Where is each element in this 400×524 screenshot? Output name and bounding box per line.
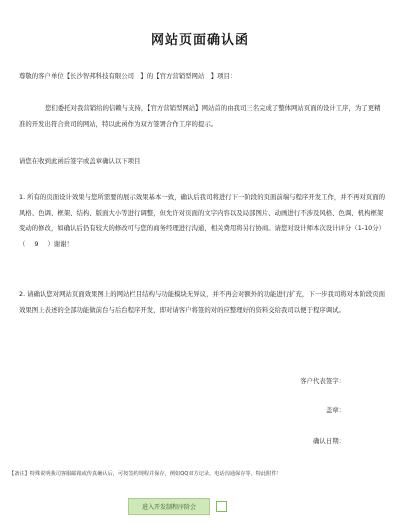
- confirm-date-label: 确认日期：: [313, 437, 345, 445]
- client-signature-label: 客户代表签字：: [300, 377, 345, 385]
- item-1-end: ）谢谢！: [47, 239, 73, 248]
- greeting-line: 尊敬的客户单位【长沙智邦科技有限公司 】的【官方营销型网站 】项目：: [19, 72, 237, 80]
- intro-paragraph: 您们委托对我营销给的信赖与支持，【官方营销型网站】网站首的由我司三名完成了整体网站页面的设计工序，为了更精准的开发出符合贵司的网站，特以此函作为双方签署合作工序的提示。: [19, 104, 381, 128]
- letter-title: 网站页面确认函: [150, 33, 249, 48]
- designer-score-value: 9: [34, 239, 39, 248]
- remark-note: 【备注】特殊说明我司客服邮箱或传真确认后，可按签约规程并保存，例如QQ双方记录，电话沟通保存等，特此附件！: [9, 471, 282, 477]
- seal-label: 盖章：: [325, 406, 345, 414]
- item-2-paragraph: 2. 请确认您对网站页面效果图上的网站栏目结构与功能模块无异议，并不再会对额外的功能进行扩充，下一步我司将对本阶段页面效果图上表述的全部功能做前台与后台程序开发，即对请客户将签的对的应整理好的资料交给我司以便于程序调试。: [19, 290, 386, 314]
- intro-instruction: 请您在收到此函后签字或盖章确认以下项目: [19, 157, 141, 165]
- item-1-text: 1. 所有的页面设计效果与您所需要的展示效果基本一致，确认后我司将进行下一阶段的页面前端与程序开发工作，并不再对页面的风格、色调、框架、结构、版面大小等进行调整，但允许对页面的文字内容以及局部图片、动画进行不涉及风格、色调、机构框架变动的修改，如确认后仍有较大的修改可与您的商务经理进行沟通，相关费用将另行协商。请您对设计师本次设计评分（1-10分）（: [19, 193, 386, 248]
- item-1-paragraph: [19, 190, 385, 252]
- enter-development-button[interactable]: 进入开发制程序阶会: [128, 498, 210, 515]
- confirm-checkbox[interactable]: [216, 501, 227, 512]
- action-row: [128, 498, 227, 515]
